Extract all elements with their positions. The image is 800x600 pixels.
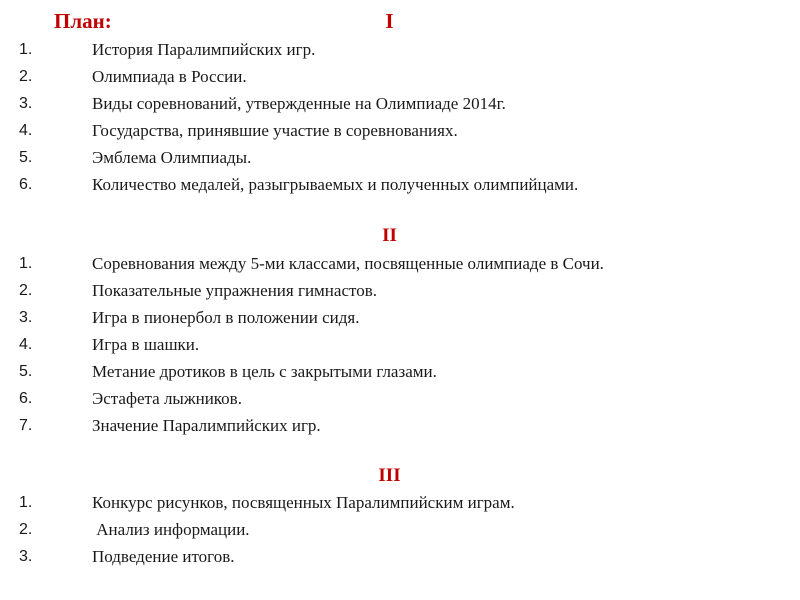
item-text: Игра в шашки.: [92, 335, 200, 354]
item-number: 2.: [19, 521, 33, 538]
item-number: 7.: [19, 417, 33, 434]
item-number: 5.: [19, 363, 33, 380]
item-number: 4.: [19, 336, 33, 353]
list-item: [0, 63, 702, 90]
item-number: 2.: [19, 282, 33, 299]
list-item: [0, 277, 702, 304]
item-text: Государства, принявшие участие в соревнованиях.: [92, 121, 458, 140]
item-number: 2.: [19, 68, 33, 85]
list-item: [0, 36, 702, 63]
item-number: 3.: [19, 548, 33, 565]
item-number: 1.: [19, 494, 33, 511]
item-number: 6.: [19, 390, 33, 407]
plan-label: План:: [54, 9, 112, 33]
item-text: Игра в пионербол в положении сидя.: [92, 308, 360, 327]
item-text: Анализ информации.: [92, 520, 250, 539]
section-title-2: II: [382, 225, 397, 246]
item-text: Подведение итогов.: [92, 547, 235, 566]
list-item: [0, 385, 702, 412]
section-title-3: III: [378, 465, 401, 486]
list-item: [0, 144, 702, 171]
item-text: Соревнования между 5-ми классами, посвященные олимпиаде в Сочи.: [92, 254, 604, 273]
item-text: Показательные упражнения гимнастов.: [92, 281, 377, 300]
item-text: Виды соревнований, утвержденные на Олимпиаде 2014г.: [92, 94, 506, 113]
item-number: 3.: [19, 95, 33, 112]
list-item: [0, 516, 515, 543]
list-item: [0, 489, 515, 516]
list-item: [0, 304, 702, 331]
section-3-list: [0, 489, 515, 570]
item-text: Метание дротиков в цель с закрытыми глазами.: [92, 362, 437, 381]
section-title-1: I: [385, 9, 394, 33]
item-text: Эстафета лыжников.: [92, 389, 242, 408]
section-2-list: [0, 250, 702, 439]
item-text: Значение Паралимпийских игр.: [92, 416, 321, 435]
list-item: [0, 90, 702, 117]
item-text: Олимпиада в России.: [92, 67, 247, 86]
list-item: [0, 358, 702, 385]
list-item: [0, 117, 702, 144]
item-number: 5.: [19, 149, 33, 166]
item-text: Количество медалей, разыгрываемых и полученных олимпийцами.: [92, 175, 579, 194]
item-number: 1.: [19, 41, 33, 58]
item-number: 1.: [19, 255, 33, 272]
item-number: 3.: [19, 309, 33, 326]
list-item: [0, 412, 702, 439]
list-item: [0, 171, 702, 198]
list-item: [0, 543, 515, 570]
item-number: 6.: [19, 176, 33, 193]
list-item: [0, 250, 702, 277]
item-number: 4.: [19, 122, 33, 139]
section-1-list: [0, 36, 702, 198]
item-text: Конкурс рисунков, посвященных Паралимпийским играм.: [92, 493, 515, 512]
list-item: [0, 331, 702, 358]
item-text: Эмблема Олимпиады.: [92, 148, 252, 167]
item-text: История Паралимпийских игр.: [92, 40, 316, 59]
plan-header: [0, 8, 800, 34]
